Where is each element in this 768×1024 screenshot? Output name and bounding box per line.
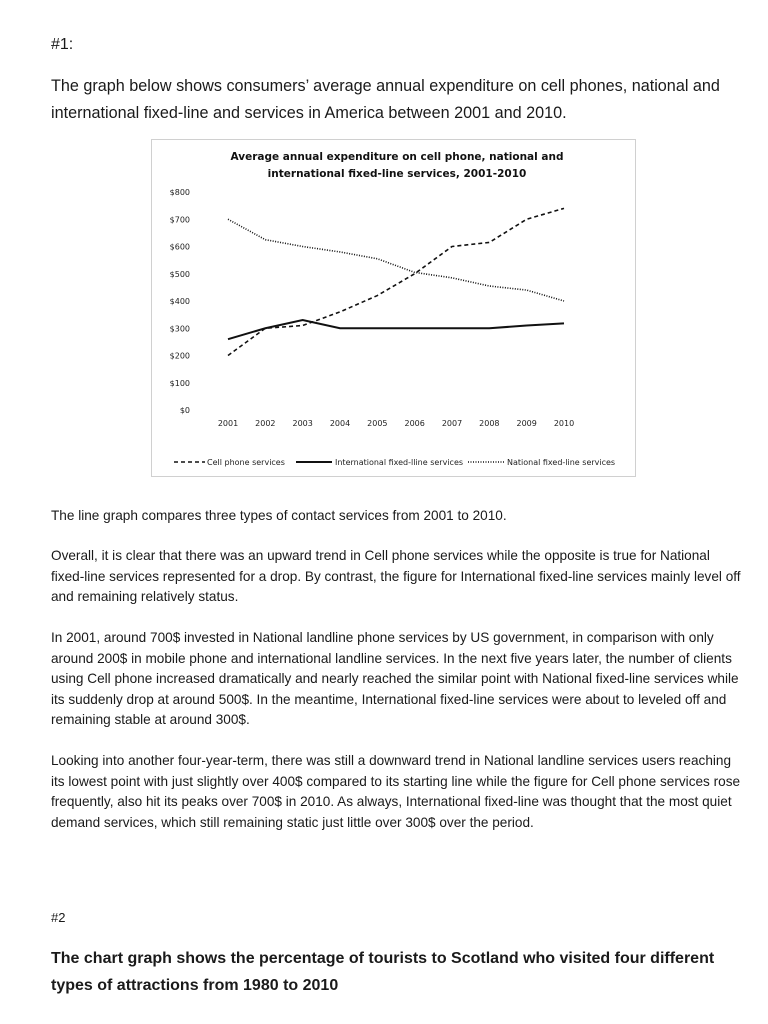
essay-paragraph-2: Overall, it is clear that there was an upward trend in Cell phone services while the opposite is true for National fixed-line services represented for a drop. By contrast, the figure for International fixed-line services mainly level off and remaining relatively status.: [51, 548, 741, 604]
chart-svg: [152, 140, 637, 478]
legend-label-national: National fixed-line services: [507, 458, 616, 467]
essay-paragraph-1: The line graph compares three types of contact services from 2001 to 2010.: [51, 508, 507, 523]
x-tick-label: 2010: [553, 419, 575, 428]
y-axis: [170, 188, 190, 415]
section-1-heading: #1:: [51, 36, 74, 53]
y-tick-label: $400: [169, 297, 190, 306]
x-axis: [218, 419, 574, 428]
chart-title-line-1: Average annual expenditure on cell phone, national and: [230, 151, 564, 163]
y-tick-label: $0: [179, 406, 190, 415]
essay-paragraph-3: In 2001, around 700$ invested in National landline phone services by US government, in comparison with only around 200$ in mobile phone and international landline services. In the next five years later, the number of clients using Cell phone increased dramatically and nearly reached the similar point with National fixed-line services while its suddenly drop at around 500$. In the meantime, International fixed-line services were about to leveled off and remaining stable at around 300$.: [51, 630, 739, 727]
legend-label-international: International fixed-lline services: [335, 458, 464, 467]
x-tick-label: 2009: [516, 419, 537, 428]
legend-label-cell-phone: Cell phone services: [207, 458, 285, 467]
series-line-1: [228, 320, 564, 339]
series-line-0: [228, 208, 564, 355]
line-chart: [151, 139, 636, 477]
legend: [174, 458, 615, 467]
y-tick-label: $100: [169, 378, 190, 388]
chart-title-line-2: international fixed-line services, 2001-2010: [267, 168, 527, 180]
x-tick-label: 2006: [404, 419, 425, 428]
x-tick-label: 2001: [217, 419, 239, 428]
section-2-prompt: The chart graph shows the percentage of tourists to Scotland who visited four different types of attractions from 1980 to 2010: [51, 950, 715, 994]
y-tick-label: $800: [169, 188, 190, 197]
section-2-heading: #2: [51, 910, 66, 925]
x-tick-label: 2005: [367, 419, 388, 428]
y-tick-label: $300: [169, 324, 190, 334]
x-tick-label: 2004: [329, 419, 351, 428]
y-tick-label: $200: [169, 351, 190, 361]
x-tick-label: 2008: [479, 419, 500, 428]
x-tick-label: 2007: [441, 419, 463, 428]
y-tick-label: $700: [169, 215, 190, 225]
y-tick-label: $500: [169, 269, 190, 279]
section-1-prompt: The graph below shows consumers’ average annual expenditure on cell phones, national and international fixed-line and services in America between 2001 and 2010.: [51, 77, 720, 122]
series-line-2: [228, 219, 564, 301]
essay-paragraph-4: Looking into another four-year-term, there was still a downward trend in National landline services users reaching its lowest point with just slightly over 400$ compared to its starting line while the figure for Cell phone services rose frequently, also hit its peaks over 700$ in 2010. As always, International fixed-line was thought that the most quiet demand services, which still remaining static just little over 300$ over the period.: [51, 753, 741, 830]
x-tick-label: 2002: [255, 419, 276, 428]
series-lines: [228, 208, 564, 355]
x-tick-label: 2003: [292, 419, 313, 428]
y-tick-label: $600: [169, 242, 190, 252]
